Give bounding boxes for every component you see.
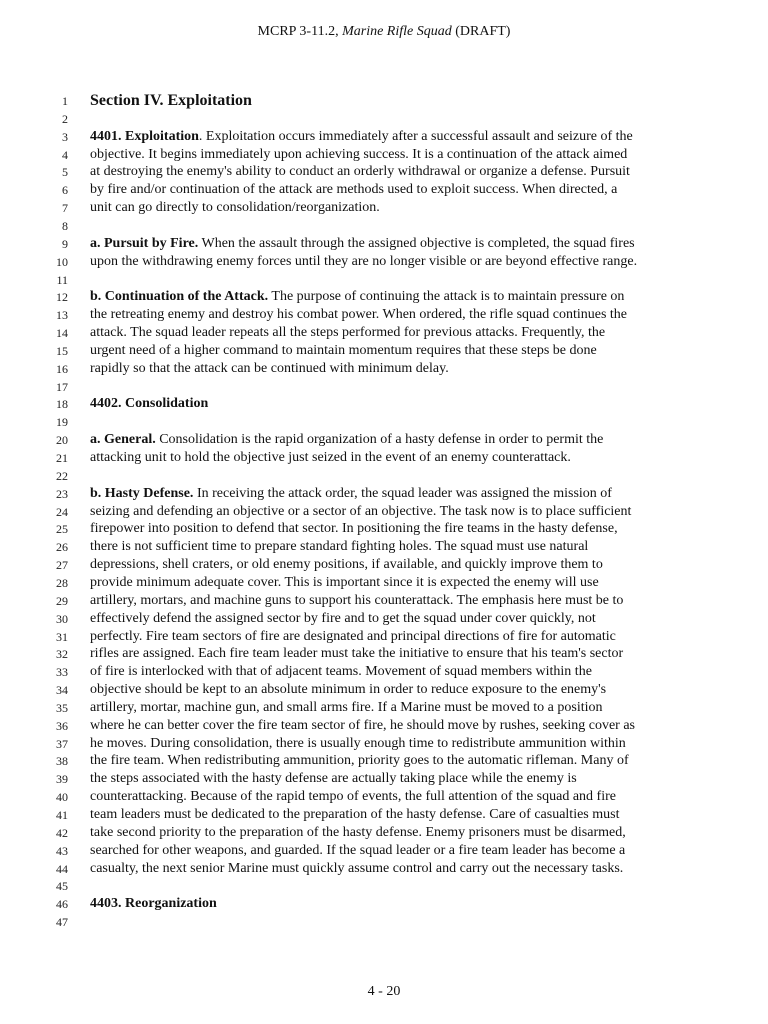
- document-line: [0, 413, 768, 431]
- body-text: provide minimum adequate cover. This is important since it is expected the enemy will use: [90, 574, 599, 590]
- document-line: [0, 110, 768, 128]
- line-number: 20: [56, 433, 68, 448]
- document-line: [0, 842, 768, 860]
- line-number: 47: [56, 915, 68, 930]
- line-text: [90, 842, 625, 860]
- line-text: [90, 342, 597, 360]
- line-number: 14: [56, 326, 68, 341]
- line-text: [90, 663, 592, 681]
- document-line: [0, 717, 768, 735]
- line-text: [90, 306, 627, 324]
- document-line: [0, 752, 768, 770]
- line-number: 7: [62, 201, 68, 216]
- line-text: [90, 288, 624, 306]
- document-line: [0, 485, 768, 503]
- line-number: 9: [62, 236, 68, 251]
- line-text: [90, 128, 633, 146]
- line-number: 21: [56, 451, 68, 465]
- body-text: the steps associated with the hasty defense are actually taking place while the enemy is: [90, 771, 577, 787]
- line-number: 26: [56, 540, 68, 555]
- line-text: [90, 146, 627, 164]
- document-line: [0, 360, 768, 378]
- document-line: [0, 681, 768, 699]
- bold-heading: 4402. Consolidation: [90, 396, 209, 412]
- line-text: [90, 699, 603, 717]
- body-text: counterattacking. Because of the rapid tempo of events, the full attention of the squad and fire: [90, 789, 616, 805]
- document-line: [0, 735, 768, 753]
- document-line: [0, 181, 768, 199]
- body-text: upon the withdrawing enemy forces until they are no longer visible or are beyond effective range.: [90, 253, 638, 269]
- document-line: [0, 271, 768, 289]
- line-number: 28: [56, 575, 68, 590]
- body-text: he moves. During consolidation, there is usually enough time to redistribute ammunition within: [90, 735, 626, 751]
- document-line: [0, 645, 768, 663]
- body-text: objective. It begins immediately upon achieving success. It is a continuation of the attack aimed: [90, 146, 628, 162]
- line-number: 33: [56, 665, 68, 680]
- body-text: rifles are assigned. Each fire team leader must take the initiative to ensure that his team's sector: [90, 646, 624, 662]
- body-text: of fire is interlocked with that of adjacent teams. Movement of squad members within the: [90, 664, 592, 680]
- body-text: at destroying the enemy's ability to conduct an orderly withdrawal or organize a defense. Pursuit: [90, 164, 630, 180]
- body-text: effectively defend the assigned sector by fire and to get the squad under cover quickly, not: [90, 610, 596, 626]
- document-line: [0, 92, 768, 110]
- document-line: [0, 895, 768, 913]
- document-line: [0, 913, 768, 931]
- body-text: there is not sufficient time to prepare standard fighting holes. The squad must use natural: [90, 539, 589, 555]
- line-text: [90, 860, 623, 878]
- body-text: take second priority to the preparation of the hasty defense. Enemy prisoners must be disarmed,: [90, 824, 626, 840]
- line-text: [90, 395, 208, 413]
- document-line: [0, 146, 768, 164]
- body-text: seizing and defending an objective or a sector of an objective. The task now is to place sufficient: [90, 503, 632, 519]
- body-text: unit can go directly to consolidation/reorganization.: [90, 200, 380, 216]
- line-text: [90, 199, 380, 217]
- line-number: 43: [56, 843, 68, 858]
- document-line: [0, 253, 768, 271]
- body-text: . Exploitation occurs immediately after a successful assault and seizure of the: [198, 128, 633, 144]
- document-line: [0, 288, 768, 306]
- line-number: 32: [56, 647, 68, 662]
- line-number: 24: [56, 504, 68, 519]
- line-text: [90, 770, 577, 788]
- document-line: [0, 217, 768, 235]
- bold-heading: b. Continuation of the Attack.: [90, 289, 269, 305]
- line-number: 42: [56, 825, 68, 840]
- line-text: [90, 592, 623, 610]
- line-number: 37: [56, 736, 68, 751]
- document-line: [0, 395, 768, 413]
- page-header: [0, 23, 768, 41]
- line-text: [90, 806, 619, 824]
- document-line: [0, 788, 768, 806]
- line-number: 17: [56, 379, 68, 394]
- body-text: depressions, shell craters, or old enemy positions, if available, and quickly improve them to: [90, 557, 603, 573]
- line-number: 18: [56, 397, 68, 412]
- document-line: [0, 199, 768, 217]
- line-number: 11: [56, 272, 68, 287]
- line-number: 16: [56, 361, 68, 376]
- body-text: In receiving the attack order, the squad leader was assigned the mission of: [193, 485, 612, 501]
- document-line: [0, 556, 768, 574]
- line-text: [90, 895, 217, 913]
- header-suffix: (DRAFT): [451, 24, 511, 39]
- document-line: [0, 574, 768, 592]
- line-text: [90, 538, 588, 556]
- document-line: [0, 324, 768, 342]
- body-text: team leaders must be dedicated to the preparation of the hasty defense. Care of casualties must: [90, 807, 620, 822]
- line-number: 39: [56, 772, 68, 787]
- line-number: 1: [62, 94, 68, 108]
- line-text: [90, 520, 618, 538]
- line-number: 4: [62, 147, 68, 162]
- line-number: 19: [56, 415, 68, 430]
- header-title-italic: Marine Rifle Squad: [342, 24, 452, 39]
- line-number: 34: [56, 683, 68, 698]
- line-number: 45: [56, 879, 68, 894]
- line-number: 6: [62, 183, 68, 198]
- body-text: casualty, the next senior Marine must quickly assume control and carry out the necessary tasks.: [90, 860, 624, 876]
- header-prefix: MCRP 3-11.2,: [257, 24, 343, 39]
- body-text: attack. The squad leader repeats all the steps performed for previous attacks. Frequently, the: [90, 325, 606, 341]
- line-text: [90, 360, 449, 378]
- line-number: 27: [56, 558, 68, 573]
- line-text: [90, 449, 571, 467]
- document-line: [0, 699, 768, 717]
- body-text: When the assault through the assigned objective is completed, the squad fires: [198, 235, 635, 251]
- line-text: [90, 556, 603, 574]
- document-line: [0, 806, 768, 824]
- body-text: artillery, mortar, machine gun, and small arms fire. If a Marine must be moved to a position: [90, 699, 603, 715]
- document-line: [0, 663, 768, 681]
- line-number: 38: [56, 754, 68, 769]
- line-text: [90, 610, 596, 628]
- document-line: [0, 592, 768, 610]
- document-line: [0, 770, 768, 788]
- document-line: [0, 877, 768, 895]
- bold-heading: a. General.: [90, 432, 156, 448]
- line-text: [90, 645, 623, 663]
- line-text: [90, 788, 616, 806]
- line-number: 13: [56, 308, 68, 323]
- line-number: 40: [56, 790, 68, 805]
- line-text: [90, 574, 599, 592]
- document-line: [0, 449, 768, 467]
- bold-heading: b. Hasty Defense.: [90, 485, 194, 501]
- body-text: where he can better cover the fire team sector of fire, he should move by rushes, seeking cover as: [90, 717, 636, 733]
- document-line: [0, 306, 768, 324]
- bold-heading: 4403. Reorganization: [90, 896, 217, 912]
- line-number: 46: [56, 897, 68, 912]
- line-text: [90, 163, 630, 181]
- line-number: 25: [56, 522, 68, 537]
- line-number: 5: [62, 165, 68, 180]
- body-text: perfectly. Fire team sectors of fire are designated and principal directions of fire for automatic: [90, 628, 616, 644]
- line-text: [90, 253, 637, 271]
- line-number: 35: [56, 700, 68, 715]
- line-number: 8: [62, 218, 68, 233]
- line-number: 29: [56, 593, 68, 608]
- line-text: [90, 824, 626, 842]
- bold-heading: a. Pursuit by Fire.: [90, 235, 199, 251]
- line-text: [90, 235, 635, 253]
- line-text: [90, 324, 605, 342]
- line-text: [90, 485, 612, 503]
- document-line: [0, 235, 768, 253]
- body-text: urgent need of a higher command to maintain momentum requires that these steps be done: [90, 342, 597, 358]
- body-text: objective should be kept to an absolute minimum in order to reduce exposure to the enemy's: [90, 682, 607, 698]
- line-text: [90, 181, 617, 199]
- line-number: 36: [56, 718, 68, 733]
- line-text: [90, 431, 603, 449]
- line-number: 30: [56, 611, 68, 626]
- line-text: [90, 735, 626, 753]
- document-line: [0, 538, 768, 556]
- line-number: 31: [56, 629, 68, 644]
- document-line: [0, 824, 768, 842]
- line-text: [90, 681, 606, 699]
- body-text: firepower into position to defend that sector. In positioning the fire teams in the hasty defense,: [90, 521, 618, 537]
- document-line: [0, 431, 768, 449]
- body-text: artillery, mortars, and machine guns to support his counterattack. The emphasis here must be to: [90, 592, 624, 608]
- line-number: 22: [56, 468, 68, 483]
- body-text: searched for other weapons, and guarded. If the squad leader or a fire team leader has become a: [90, 842, 626, 858]
- body-text: the fire team. When redistributing ammunition, priority goes to the automatic rifleman. Many of: [90, 753, 629, 769]
- line-number: 12: [56, 290, 68, 305]
- document-line: [0, 628, 768, 646]
- body-text: attacking unit to hold the objective just seized in the event of an enemy counterattack.: [90, 450, 571, 465]
- line-number: 41: [56, 808, 68, 822]
- body-text: by fire and/or continuation of the attack are methods used to exploit success. When directed, a: [90, 182, 618, 198]
- section-title: Section IV. Exploitation: [90, 92, 252, 109]
- line-text: [90, 92, 252, 111]
- bold-heading: 4401. Exploitation: [90, 128, 199, 144]
- line-number: 10: [56, 254, 68, 269]
- body-text: Consolidation is the rapid organization of a hasty defense in order to permit the: [155, 432, 604, 448]
- document-line: [0, 860, 768, 878]
- line-number: 3: [62, 129, 68, 144]
- document-line: [0, 163, 768, 181]
- body-text: the retreating enemy and destroy his combat power. When ordered, the rifle squad continues the: [90, 307, 628, 323]
- document-line: [0, 503, 768, 521]
- line-number: 2: [62, 111, 68, 126]
- line-text: [90, 628, 616, 646]
- body-text: The purpose of continuing the attack is to maintain pressure on: [268, 289, 625, 305]
- document-line: [0, 128, 768, 146]
- document-line: [0, 342, 768, 360]
- body-text: rapidly so that the attack can be continued with minimum delay.: [90, 360, 449, 376]
- line-text: [90, 503, 631, 521]
- line-number: 15: [56, 343, 68, 358]
- document-line: [0, 378, 768, 396]
- line-text: [90, 717, 635, 735]
- document-line: [0, 520, 768, 538]
- line-number: 44: [56, 861, 68, 876]
- document-line: [0, 610, 768, 628]
- line-text: [90, 752, 629, 770]
- line-number: 23: [56, 486, 68, 501]
- document-line: [0, 467, 768, 485]
- page-number: 4 - 20: [367, 984, 401, 999]
